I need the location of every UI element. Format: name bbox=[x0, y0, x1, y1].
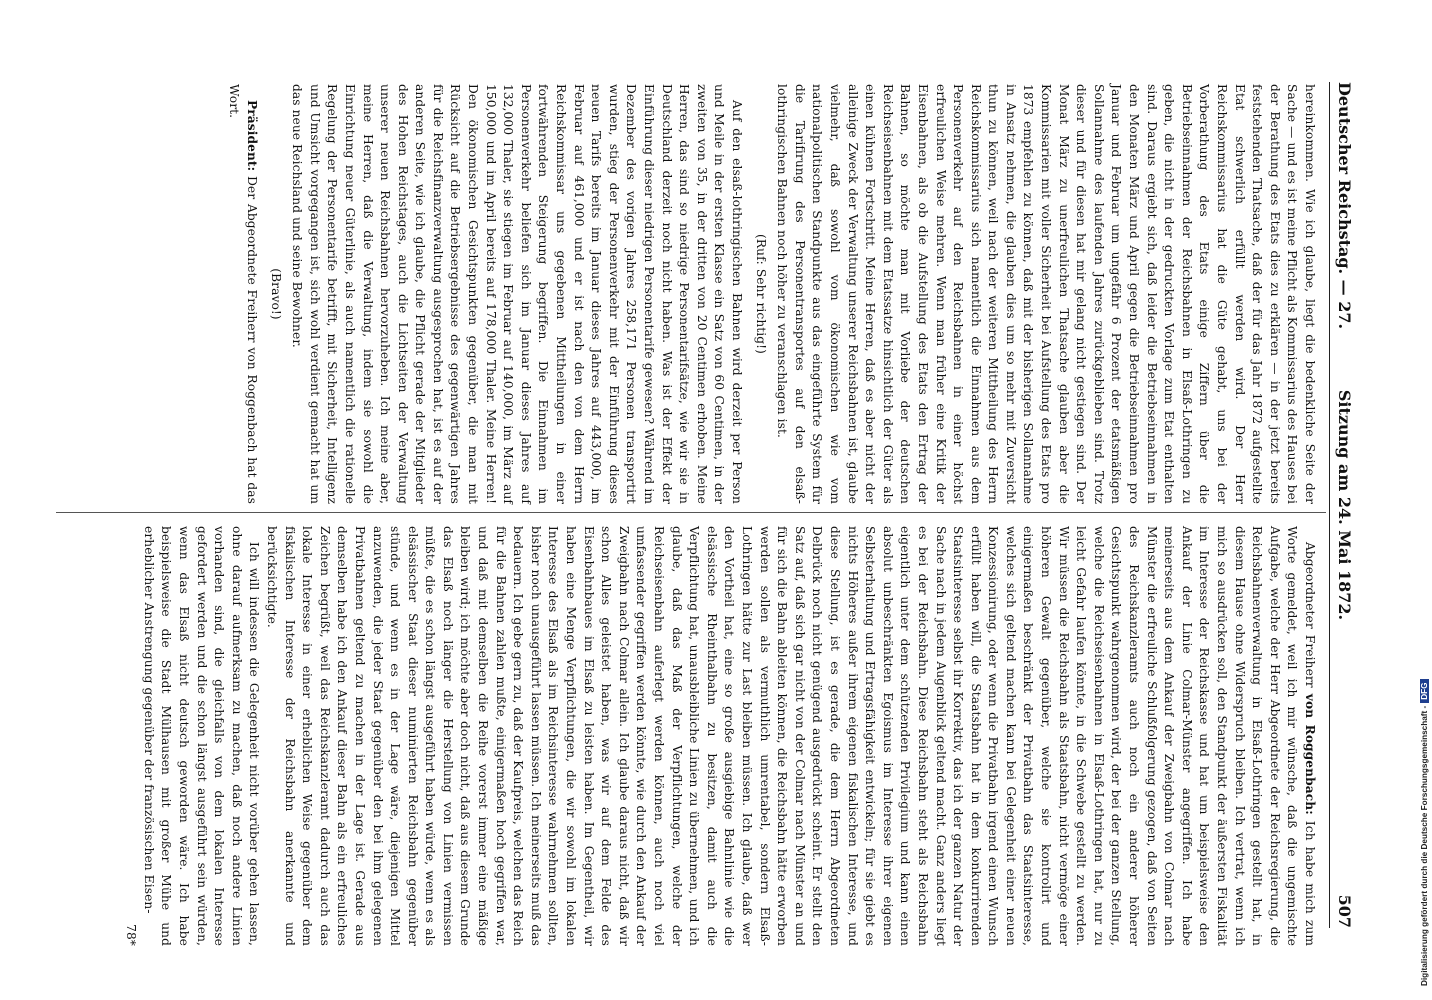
right-column bbox=[122, 526, 1318, 946]
dfg-logo: DFG bbox=[1420, 679, 1429, 702]
speaker-intro: Abgeordneter Freiherr bbox=[1303, 542, 1317, 688]
credit-text: Digitalisierung gefördert durch die Deutsche Forschungsgemeinschaft - bbox=[1420, 705, 1429, 986]
right-paragraph-1-text: Ich habe mich zum Worte gemeldet, weil ich mir wünsche, daß die ungemischte Aufgabe, welche der Herr Abgeordnete der Reichsregierung, die Reichsbahnenverwaltung in Elsaß-Lothringen gestellt hat, in diesem Hause ohne Widerspruch bleiben. Ich vertrat, wenn ich mich so ausdrücken soll, den Standpunkt der äußersten Fiskalität im Interesse der Reichskasse und hat um beispielsweise den Ankauf der Linie Colmar-Münster angegriffen. Ich habe meinerseits aus dem Ankauf der Zweigbahn von Colmar nach Münster die erfreuliche Schlußfolgerung gezogen, daß von Seiten des Reichskanzleramts auch noch ein anderer höherer Gesichtspunkt wahrgenommen wird, der bei der ganzen Stellung, welche die Reichseisenbahnen in Elsaß-Lothringen hat, nur zu leicht Gefahr laufen könnte, in die Schwebe gestellt zu werden. Wir müssen die Reichsbahn als Staatsbahn, nicht vermöge einer höheren Gewalt gegenüber, welche sie kontrolirt und einigermaßen beschränkt der Privatbahn das Staatsinteresse, welches sich geltend machen kann bei Gelegenheit einer neuen Konzessionirung, oder wenn die Privatbahn irgend einen Wunsch erfüllt haben will, die Staatsbahn hat in dem konkurrirenden Staatsinteresse selbst ihr Korrektiv, das ich der ganzen Natur der Sache nach in jedem Augenblick geltend macht. Ganz anders liegt es bei der Reichsbahn. Diese Reichsbahn steht als Reichsbahn eigentlich unter dem schützenden Privilegium und kann einen absolut unbeschränkten Egoismus im Interesse ihrer eigenen Selbsterhaltung und Ertragsfähigkeit entwickeln; für sie giebt es nichts Höheres außer ihrem eigenen fiskalischen Interesse, und diese Stellung, ist es gerade, die dem Herrn Abgeordneten Delbrück noch nicht genügend ausgedrückt scheint. Er stellt den Satz auf, daß sich gar nicht von der Colmar nach Münster an und für sich die Bahn ableiten können, die Reichsbahn hätte erworben werden sollen als vermuthlich umrentabel, sondern Elsaß-Lothringen hätte zur Last bleiben müssen. Ich glaube, daß wer den Vortheil hat, eine so große ausgiebige Bahnlinie wie die elsässische Rheinthalbahn zu besitzen, damit auch die Verpflichtung hat, unausbleibliche Linien zu übernehmen, und ich glaube, daß das Maß der Verpflichtungen, welche der Reichseisenbahn auferlegt werden können, auch noch viel umfassender gegriffen werden könnte, wie durch den Ankauf der Zweigbahn nach Colmar allein. Ich glaube daraus nicht, daß wir schon Alles geleistet haben, was wir auf dem Felde des Eisenbahnbaues im Elsaß zu leisten haben. Im Gegentheil, wir haben eine Menge Verpflichtungen, die wir sowohl im lokalen Interesse des Elsaß als im Reichsinteresse wahrnehmen sollten, bisher noch unausgeführt lassen müssen. Ich meinerseits muß das bedauern. Ich gebe gern zu, daß der Kaufpreis, welchen das Reich für die Bahnen zahlen mußte, einigermaßen hoch gegriffen war, und daß mit demselben die Reihe vorerst immer eine mäßige bleiben wird; ich möchte aber doch nicht, daß aus diesem Grunde das Elsaß noch länger die Herstellung von Linien vermissen müßte, die es schon längst ausgeführt haben würde, wenn es als elsässischer Staat dieser numinierten Reichsbahn gegenüber stünde, und wenn es in der Lage wäre, diejenigen Mittel anzuwenden, die jeder Staat gegenüber den bei ihm gelegenen Privatbahnen geltend zu machen in der Lage ist. Gerade aus demselben habe ich den Ankauf dieser Bahn als ein erfreuliches Zeichen begrüßt, weil das Reichskanzleramt dadurch auch das lokale Interesse in einer erheblichen Weise gegenüber dem fiskalischen Interesse der Reichsbahn anerkannte und berücksichtigte. bbox=[264, 526, 1317, 946]
speaker-name: von Roggenbach: bbox=[1303, 693, 1317, 815]
president-label: Präsident: bbox=[244, 100, 259, 172]
header-center: Sitzung am 24. Mai 1872. bbox=[1335, 389, 1354, 621]
page-number: 507 bbox=[1335, 894, 1354, 928]
right-paragraph-2: Ich will indessen die Gelegenheit nicht vorüber gehen lassen, ohne darauf aufmerksam zu machen, daß noch andere Linien vorhanden sind, die gleichfalls von dem lokalen Interesse gefordert werden und die schon längst ausgeführt sein würden, wenn das Elsaß nicht deutsch geworden wäre. Ich habe beispielsweise die Stadt Mülhausen mit großer Mühe und erheblicher Anstrengung gegenüber der französischen Eisen- bbox=[141, 526, 262, 946]
signature-mark: 78* bbox=[124, 924, 139, 946]
left-note-2: (Bravo!) bbox=[268, 268, 283, 320]
column-divider bbox=[56, 512, 1326, 513]
header-left: Deutscher Reichstag. — 27. bbox=[1335, 82, 1354, 330]
digitization-credit bbox=[1420, 679, 1429, 986]
left-paragraph-2: Auf den elsaß-lothringischen Bahnen wird derzeit per Person und Meile in der ersten Klasse ein Satz von 60 Centimen, in der zweiten von 35, in der dritten von 20 Centimen erhoben. Meine Herren, das sind so niedrige Personentarifsätze, wie wir sie in Deutschland derzeit noch nicht haben. Was ist der Effekt der Einführung dieser niedrigen Personentarife gewesen? Während im Dezember des vorigen Jahres 258,171 Personen transportirt wurden, stieg der Personenverkehr mit der Einführung dieses neuen Tarifs bereits im Januar dieses Jahres auf 443,000, im Februar auf 461,000 und er ist nach den von dem Herrn Reichskommissar uns gegebenen Mittheilungen in einer fortwährenden Steigerung begriffen. Die Einnahmen im Personenverkehr beliefen sich im Januar dieses Jahres auf 132,000 Thaler, sie stiegen im Februar auf 140,000, im März auf 150,000 und im April bereits auf 178,000 Thaler. Meine Herren! Den ökonomischen Gesichtspunkten gegenüber, die man mit Rücksicht auf die Betriebsergebnisse des gegenwärtigen Jahres für die Reichsfinanzverwaltung ausgesprochen hat, ist es auf der anderen Seite, wie ich glaube, die Pflicht gerade der Mitglieder des Hohen Reichstages, auch die Lichtseiten der Verwaltung unserer neuen Reichsbahnen hervorzuheben. Ich meine aber, meine Herren, daß die Verwaltung, indem sie sowohl die Einrichtung neuer Güterlinie, als auch namentlich die rationelle Regelung der Personentarife betrifft, mit Sicherheit, Intelligenz und Umsicht vorgegangen ist, sich wohl verdient gemacht hat um das neue Reichsland und seine Bewohner. bbox=[290, 84, 744, 504]
president-line bbox=[225, 84, 260, 504]
running-header bbox=[1332, 82, 1354, 928]
header-rule bbox=[1329, 82, 1330, 928]
president-text: Der Abgeordnete Freiherr von Roggenbach hat das Wort. bbox=[227, 84, 259, 504]
left-note-1: (Ruf: Sehr richtig!) bbox=[753, 233, 768, 355]
left-column bbox=[225, 84, 1318, 504]
left-paragraph-1: hereinkommen. Wie ich glaube, liegt die bedenkliche Seite der Sache — und es ist meine Pflicht als Kommissarius des Hauses bei der Berathung des Etats dies zu erklären — in der jetzt bereits feststehenden Thatsache, daß der für das Jahr 1872 aufgestellte Etat schwerlich erfüllt werden wird. Der Herr Reichskommissarius hat die Güte gehabt, uns bei der Vorberathung des Etats einige Ziffern über die Betriebseinnahmen der Reichsbahnen in Elsaß-Lothringen zu geben, die nicht in der gedruckten Vorlage zum Etat enthalten sind. Daraus ergiebt sich, daß leider die Betriebseinnahmen in den Monaten März und April gegen die Betriebseinnahmen pro Januar und Februar um ungefähr 6 Prozent der etatsmäßigen Sollannahme des laufenden Jahres zurückgeblieben sind. Trotz dieser und für diesen hat mir gelang nicht gestiegen sind. Der Monat März zu unerfreulichen Thatsache glauben aber die Kommissarien mit voller Sicherheit bei Aufstellung des Etats pro 1873 empfehlen zu können, daß mit der bisherigen Sollannahme in Ansatz nehmen, die glauben dies um so mehr mit Zuversicht thun zu können, weil nach der weiteren Mittheilung des Herrn Reichskommissarius sich namentlich die Einnahmen aus dem Personenverkehr auf den Reichsbahnen in einer höchst erfreulichen Weise mehren. Wenn man früher eine Kritik der Eisenbahnen, als ob die Aufstellung des Etats den Ertrag der Bahnen, so möchte man mit Vorliebe der deutschen Reichseisenbahnen mit dem Etatssatze hinsichtlich der Güter als einen kühnen Fortschritt. Meine Herren, daß es aber nicht der alleinige Zweck der Verwaltung unserer Reichsbahnen ist, glaube vielmehr, daß sowohl vom ökonomischen wie vom nationalpolitischen Standpunkte aus das eingeführte System für die Tarifirung des Personentransportes auf den elsaß-lothringischen Bahnen noch höher zu veranschlagen ist. bbox=[775, 84, 1317, 504]
right-paragraph-1 bbox=[262, 526, 1318, 946]
